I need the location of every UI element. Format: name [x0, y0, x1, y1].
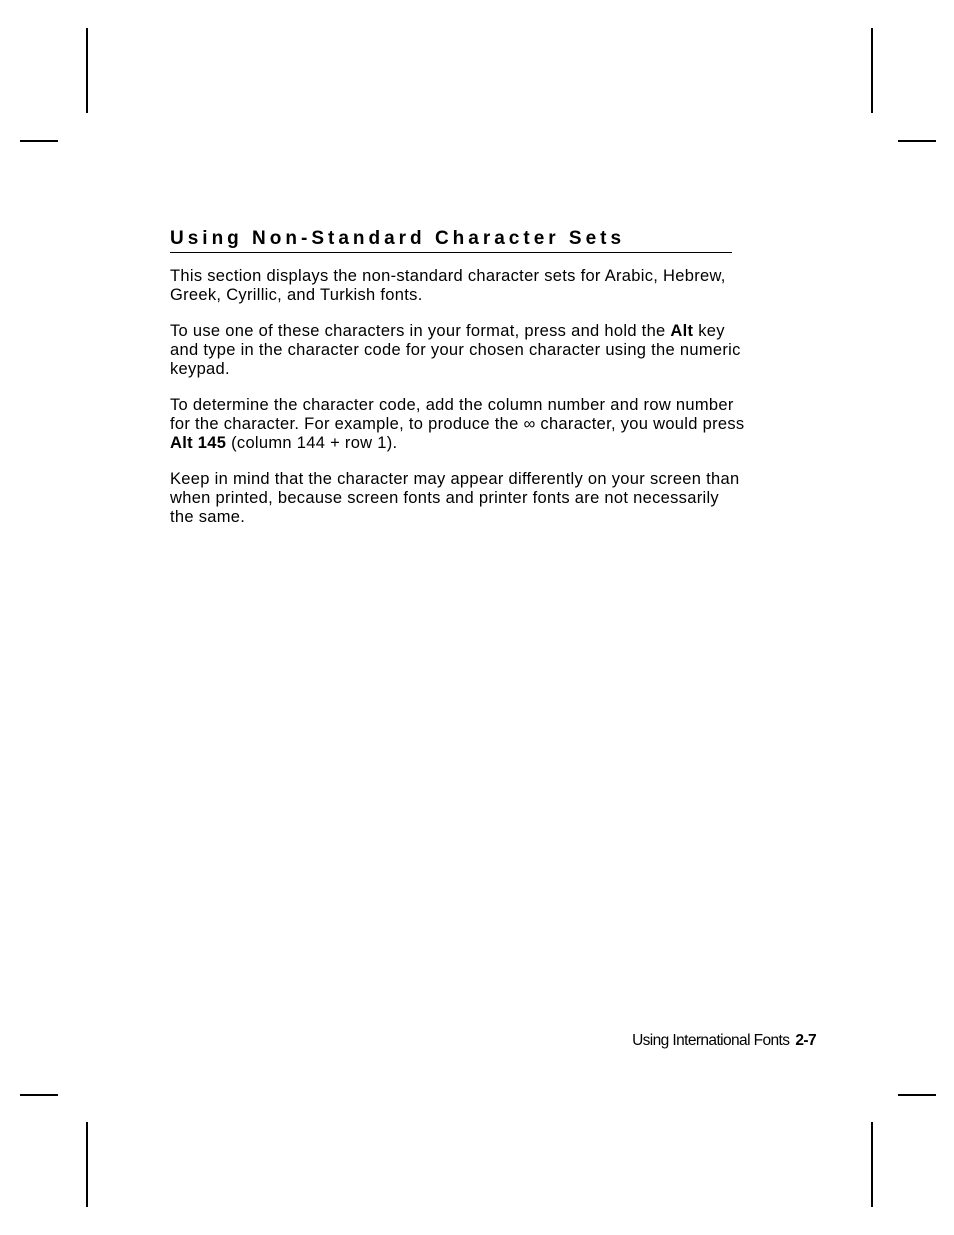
crop-mark-top-right-vertical [871, 28, 873, 113]
alt-key-label: Alt [670, 322, 694, 340]
paragraph-alt-key-text-end: key and type in the character code for your chosen character using the numeric keypad. [170, 322, 741, 378]
page-footer [632, 1031, 816, 1051]
title-underline-rule [170, 252, 732, 253]
paragraph-character-code-text-start: To determine the character code, add the column number and row number for the character. For example, to produce the ∞ character, you would press [170, 396, 745, 433]
crop-mark-bottom-right-vertical [871, 1122, 873, 1207]
footer-page-number: 2-7 [795, 1032, 816, 1049]
crop-mark-top-left-horizontal [20, 140, 58, 142]
alt-145-key-label: Alt 145 [170, 434, 227, 452]
section-title: Using Non-Standard Character Sets [170, 228, 626, 249]
paragraph-character-code-text-end: (column 144 + row 1). [226, 434, 398, 452]
paragraph-display-note-text: Keep in mind that the character may appear differently on your screen than when printed, because screen fonts and printer fonts are not necessarily the same. [170, 470, 740, 526]
paragraph-display-note [170, 470, 745, 527]
paragraph-intro [170, 267, 745, 305]
paragraph-intro-text: This section displays the non-standard character sets for Arabic, Hebrew, Greek, Cyrillic, and Turkish fonts. [170, 267, 726, 304]
paragraph-character-code [170, 396, 745, 453]
paragraph-alt-key-text-start: To use one of these characters in your format, press and hold the [170, 322, 671, 340]
paragraph-alt-key [170, 322, 745, 379]
crop-mark-top-right-horizontal [898, 140, 936, 142]
crop-mark-bottom-left-vertical [86, 1122, 88, 1207]
crop-mark-bottom-left-horizontal [20, 1094, 58, 1096]
crop-mark-top-left-vertical [86, 28, 88, 113]
crop-mark-bottom-right-horizontal [898, 1094, 936, 1096]
footer-chapter-title: Using International Fonts [632, 1032, 790, 1049]
